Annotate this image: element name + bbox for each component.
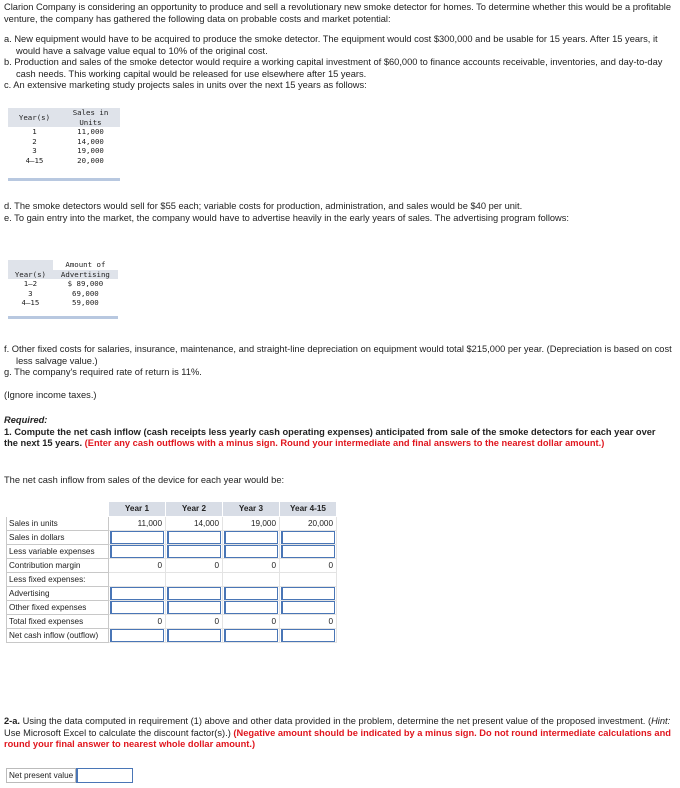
requirement-2a-text: Using the data computed in requirement (1) above and other data provided in the problem, determine the net present value of the proposed investment. (	[20, 716, 652, 726]
units-cell: 20,000	[77, 155, 104, 165]
amount-cell: $ 89,000	[67, 279, 104, 289]
other-fixed-year-2-input[interactable]	[167, 601, 221, 614]
total-fixed-year-3: 0	[223, 615, 280, 629]
requirement-2a-instructions: (Negative amount should be indicated by a minus sign. Do not round intermediate calculations and round your final answer to nearest whole dollar amount.)	[4, 727, 671, 749]
row-contribution-margin	[7, 559, 337, 573]
item-c: c. An extensive marketing study projects sales in units over the next 15 years as follows:	[4, 80, 367, 90]
row-label: Less fixed expenses:	[7, 573, 109, 587]
requirement-2a-hint: Hint:	[651, 716, 671, 726]
sales-units-year-2: 14,000	[166, 517, 223, 531]
sales-units-year-4-15: 20,000	[280, 517, 337, 531]
row-label: Sales in dollars	[7, 531, 109, 545]
sales-dollars-year-1-input[interactable]	[110, 531, 164, 544]
adv-table-header-advertising: Advertising	[53, 270, 118, 280]
total-fixed-year-4-15: 0	[280, 615, 337, 629]
requirement-1-instructions: (Enter any cash outflows with a minus sign. Round your intermediate and final answers to the nearest dollar amount.)	[84, 438, 605, 448]
sales-table-header-year: Year(s)	[8, 108, 61, 127]
row-variable-expenses	[7, 545, 337, 559]
adv-table-header-year: Year(s)	[8, 270, 53, 280]
requirement-2a	[4, 716, 672, 751]
advertising-year-4-15-input[interactable]	[281, 587, 335, 600]
advertising-year-1-input[interactable]	[110, 587, 164, 600]
other-fixed-year-4-15-input[interactable]	[281, 601, 335, 614]
row-label: Sales in units	[7, 517, 109, 531]
sales-dollars-year-2-input[interactable]	[167, 531, 221, 544]
year-cell: 3	[32, 146, 37, 156]
col-year-3: Year 3	[223, 502, 280, 517]
requirement-1-text: 1. Compute the net cash inflow (cash receipts less yearly cash operating expenses) anticipated from sale of the smoke detectors for each year over the next 15 years.	[4, 426, 656, 448]
year-cell: 2	[32, 136, 37, 146]
year-cell: 1–2	[23, 279, 38, 289]
sales-units-table	[8, 108, 120, 181]
row-label: Less variable expenses	[7, 545, 109, 559]
row-total-fixed-expenses	[7, 615, 337, 629]
row-advertising	[7, 587, 337, 601]
item-a: a. New equipment would have to be acquired to produce the smoke detector. The equipment would cost $300,000 and be usable for 15 years. After 15 years, it would have a salvage value equal to 10% of the original cost.	[4, 34, 658, 56]
sales-table-header-units: Units	[61, 118, 120, 128]
row-label: Other fixed expenses	[7, 601, 109, 615]
other-fixed-year-1-input[interactable]	[110, 601, 164, 614]
row-net-cash-inflow	[7, 629, 337, 643]
ignore-taxes-note: (Ignore income taxes.)	[4, 390, 97, 400]
row-sales-dollars	[7, 531, 337, 545]
row-sales-units	[7, 517, 337, 531]
contribution-margin-year-1: 0	[109, 559, 166, 573]
sales-units-year-1: 11,000	[109, 517, 166, 531]
contribution-margin-year-4-15: 0	[280, 559, 337, 573]
row-label: Net cash inflow (outflow)	[7, 629, 109, 643]
net-cash-year-3-input[interactable]	[224, 629, 278, 642]
requirement-2a-text-2: Use Microsoft Excel to calculate the discount factor(s).)	[4, 727, 231, 738]
row-less-fixed-expenses	[7, 573, 337, 587]
contribution-margin-year-2: 0	[166, 559, 223, 573]
table-row	[8, 137, 120, 147]
table-row	[8, 289, 118, 299]
item-f: f. Other fixed costs for salaries, insurance, maintenance, and straight-line depreciation on equipment would total $215,000 per year. (Depreciation is based on cost less salvage value.)	[4, 344, 672, 366]
col-year-2: Year 2	[166, 502, 223, 517]
net-cash-year-1-input[interactable]	[110, 629, 164, 642]
sales-dollars-year-3-input[interactable]	[224, 531, 278, 544]
year-cell: 1	[32, 127, 37, 137]
table-intro: The net cash inflow from sales of the device for each year would be:	[4, 475, 285, 485]
variable-expenses-year-4-15-input[interactable]	[281, 545, 335, 558]
amount-cell: 69,000	[72, 288, 99, 298]
col-year-4-15: Year 4-15	[280, 502, 337, 517]
item-g: g. The company's required rate of return is 11%.	[4, 367, 202, 377]
variable-expenses-year-1-input[interactable]	[110, 545, 164, 558]
sales-dollars-year-4-15-input[interactable]	[281, 531, 335, 544]
required-label: Required:	[4, 415, 48, 425]
total-fixed-year-2: 0	[166, 615, 223, 629]
item-e: e. To gain entry into the market, the company would have to advertise heavily in the early years of sales. The advertising program follows:	[4, 212, 569, 223]
npv-label: Net present value	[6, 768, 76, 783]
npv-input[interactable]	[76, 768, 133, 783]
item-d: d. The smoke detectors would sell for $55 each; variable costs for production, administration, and sales would be $40 per unit.	[4, 201, 523, 211]
contribution-margin-year-3: 0	[223, 559, 280, 573]
year-cell: 4–15	[21, 298, 40, 308]
row-label: Contribution margin	[7, 559, 109, 573]
row-other-fixed-expenses	[7, 601, 337, 615]
net-cash-year-4-15-input[interactable]	[281, 629, 335, 642]
advertising-year-2-input[interactable]	[167, 587, 221, 600]
other-fixed-year-3-input[interactable]	[224, 601, 278, 614]
table-row	[8, 146, 120, 156]
amount-cell: 59,000	[72, 298, 99, 308]
requirement-2a-prefix: 2-a.	[4, 716, 21, 726]
variable-expenses-year-2-input[interactable]	[167, 545, 221, 558]
advertising-year-3-input[interactable]	[224, 587, 278, 600]
table-row	[8, 127, 120, 137]
variable-expenses-year-3-input[interactable]	[224, 545, 278, 558]
col-year-1: Year 1	[109, 502, 166, 517]
row-label: Total fixed expenses	[7, 615, 109, 629]
advertising-table	[8, 260, 118, 319]
units-cell: 19,000	[77, 146, 104, 156]
intro-text: Clarion Company is considering an opportunity to produce and sell a revolutionary new smoke detector for homes. To determine whether this would be a profitable venture, the company has gathered the following data on probable costs and market potential:	[4, 2, 671, 24]
table-divider	[8, 178, 120, 181]
table-row	[8, 279, 118, 289]
units-cell: 14,000	[77, 136, 104, 146]
units-cell: 11,000	[77, 127, 104, 137]
item-b: b. Production and sales of the smoke detector would require a working capital investment of $60,000 to finance accounts receivable, inventories, and day-to-day cash needs. This working capital would be released for use elsewhere after 15 years.	[4, 57, 663, 79]
year-cell: 4–15	[25, 155, 44, 165]
adv-table-header-amount: Amount of	[53, 260, 118, 270]
year-cell: 3	[28, 288, 33, 298]
row-label: Advertising	[7, 587, 109, 601]
table-divider	[8, 316, 118, 319]
net-cash-inflow-table	[6, 501, 337, 643]
npv-row	[6, 768, 133, 782]
sales-units-year-3: 19,000	[223, 517, 280, 531]
table-row	[8, 298, 118, 308]
sales-table-header-sales: Sales in	[61, 108, 120, 118]
table-row	[8, 156, 120, 166]
total-fixed-year-1: 0	[109, 615, 166, 629]
net-cash-year-2-input[interactable]	[167, 629, 221, 642]
